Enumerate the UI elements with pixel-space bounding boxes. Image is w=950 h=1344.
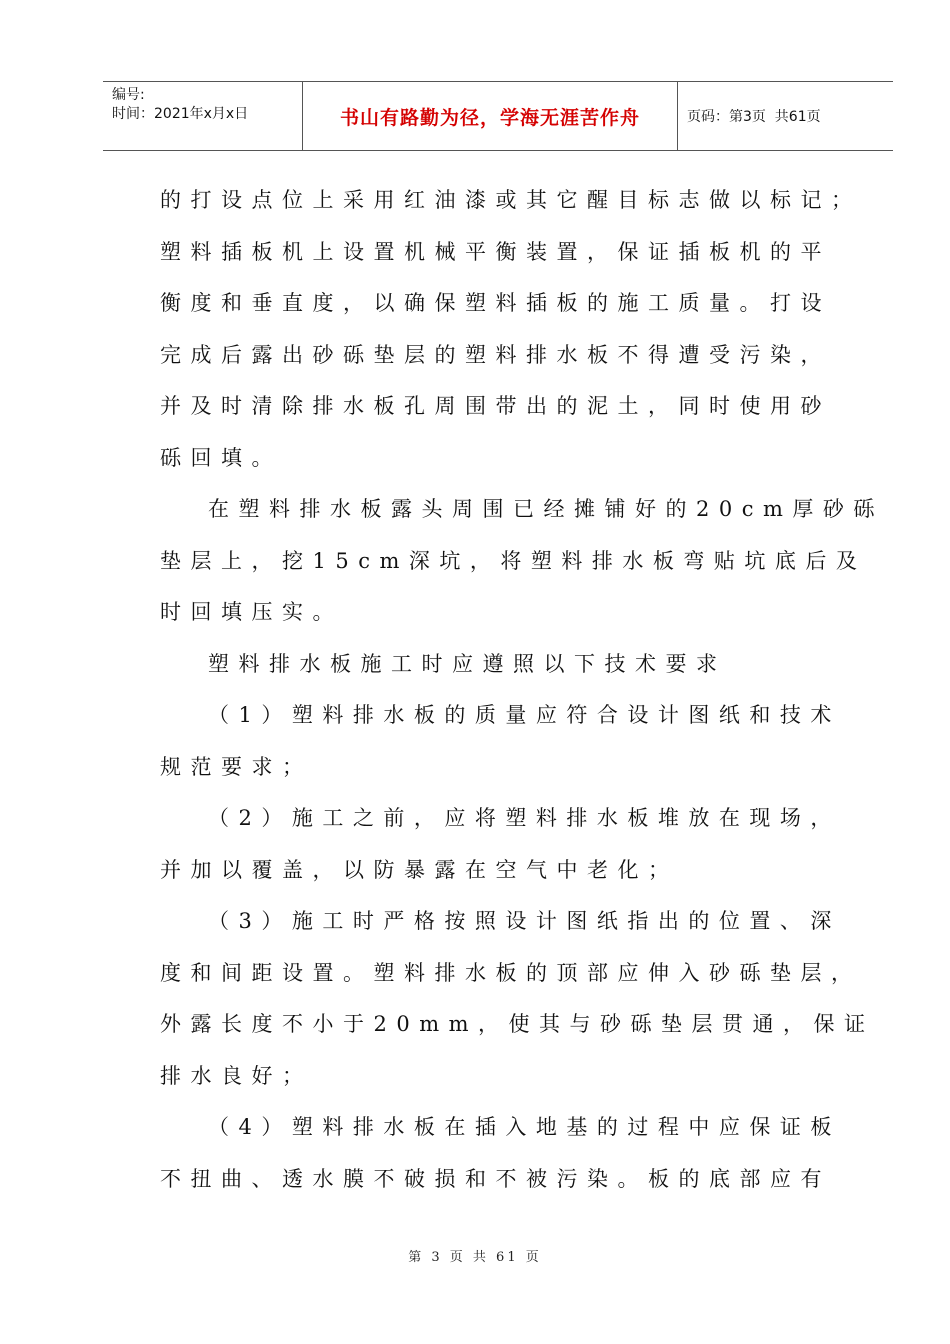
body-text-line: 塑料插板机上设置机械平衡装置，保证插板机的平: [160, 239, 831, 264]
header-divider: [677, 82, 678, 150]
header-motto: 书山有路勤为径，学海无涯苦作舟: [339, 106, 640, 129]
body-text-line: 规范要求；: [160, 754, 313, 779]
body-text-line: 衡度和垂直度，以确保塑料插板的施工质量。打设: [160, 291, 831, 315]
body-text-line: 塑料排水板施工时应遵照以下技术要求: [208, 651, 727, 676]
body-text-line: （4）塑料排水板在插入地基的过程中应保证板: [208, 1115, 841, 1139]
body-text-line: 砾回填。: [160, 445, 282, 470]
body-text-line: 时回填压实。: [160, 600, 343, 624]
header-meta: [112, 86, 302, 124]
page-header: [103, 81, 893, 151]
body-text-line: 在塑料排水板露头周围已经摊铺好的20cm厚砂砾: [208, 497, 884, 521]
body-text-line: （3）施工时严格按照设计图纸指出的位置、深: [208, 909, 841, 933]
body-text-line: 度和间距设置。塑料排水板的顶部应伸入砂砾垫层，: [160, 960, 862, 985]
page-footer: 第 3 页 共 61 页: [408, 1250, 542, 1265]
document-number-label: 编号:: [112, 87, 145, 103]
body-text-line: 不扭曲、透水膜不破损和不被污染。板的底部应有: [160, 1166, 831, 1191]
document-time-label: 时间：2021年x月x日: [112, 106, 249, 122]
header-page-info: 页码：第3页 共61页: [687, 109, 821, 125]
body-text-line: （1）塑料排水板的质量应符合设计图纸和技术: [208, 703, 841, 727]
body-text-line: 排水良好；: [160, 1063, 313, 1088]
body-text-line: 完成后露出砂砾垫层的塑料排水板不得遭受污染，: [160, 342, 831, 367]
body-text-line: 的打设点位上采用红油漆或其它醒目标志做以标记；: [160, 188, 862, 212]
body-text-line: 垫层上，挖15cm深坑，将塑料排水板弯贴坑底后及: [160, 548, 867, 573]
body-text-line: 并及时清除排水板孔周围带出的泥土，同时使用砂: [160, 394, 831, 418]
document-body: [160, 183, 884, 1213]
body-text-line: （2）施工之前，应将塑料排水板堆放在现场，: [208, 806, 841, 830]
body-text-line: 外露长度不小于20mm，使其与砂砾垫层贯通，保证: [160, 1012, 875, 1036]
body-text-line: 并加以覆盖，以防暴露在空气中老化；: [160, 857, 679, 882]
